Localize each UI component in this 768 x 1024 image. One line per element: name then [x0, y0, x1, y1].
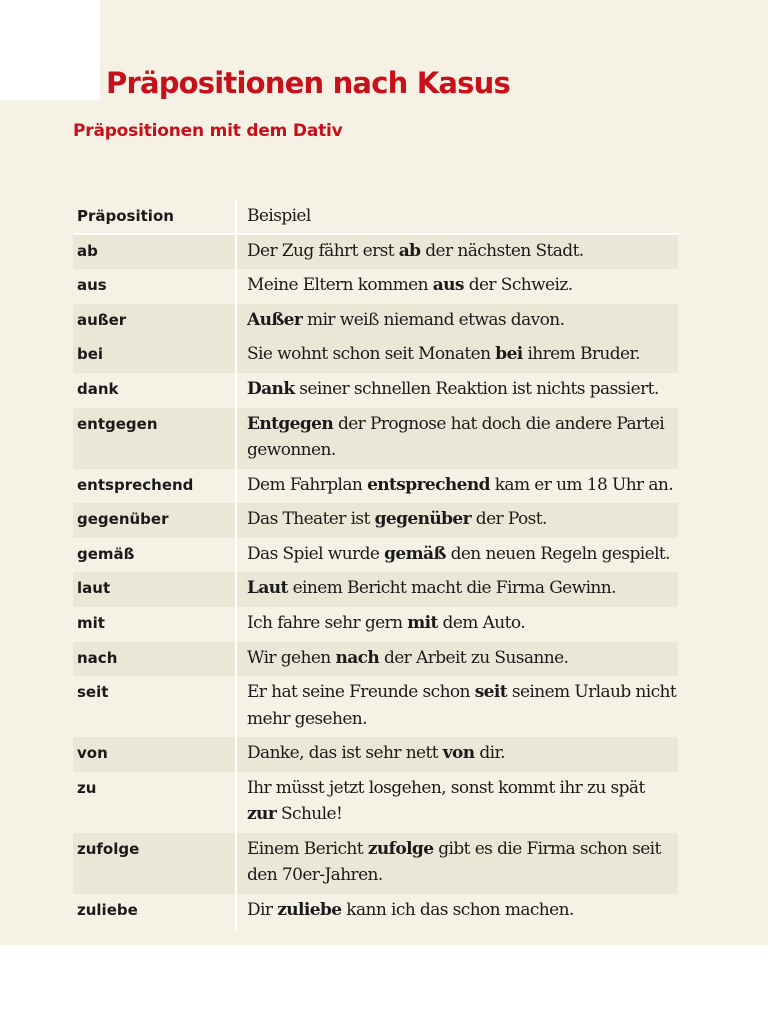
example-cell: [237, 679, 678, 732]
example-preposition-highlight: seit: [474, 682, 508, 703]
example-cell: [237, 836, 678, 889]
table-row: [73, 607, 678, 642]
preposition-cell: seit: [77, 683, 109, 702]
table-row: [73, 894, 678, 929]
example-text: dir.: [474, 743, 505, 764]
example-cell: [237, 376, 678, 403]
example-preposition-highlight: ab: [398, 240, 421, 261]
example-text: Dir: [247, 899, 278, 920]
table-row: [73, 772, 678, 833]
example-preposition-highlight: aus: [432, 275, 464, 296]
preposition-cell: entsprechend: [77, 475, 194, 494]
preposition-cell: dank: [77, 379, 119, 398]
example-preposition-highlight: Dank: [247, 378, 295, 399]
example-cell: [237, 238, 678, 265]
example-text: der Post.: [471, 509, 547, 530]
example-text: dem Auto.: [437, 612, 526, 633]
table-row: [73, 338, 678, 373]
table-row: [73, 572, 678, 607]
page-title: Präpositionen nach Kasus: [106, 66, 510, 100]
example-preposition-highlight: zur: [247, 804, 277, 825]
column-divider: [235, 200, 237, 930]
table-row: [73, 469, 678, 504]
example-cell: [237, 411, 678, 464]
header-example: Beispiel: [247, 206, 311, 226]
preposition-cell: nach: [77, 648, 118, 667]
preposition-cell: gegenüber: [77, 510, 169, 529]
example-text: der Arbeit zu Susanne.: [379, 647, 569, 668]
example-text: Er hat seine Freunde schon: [247, 682, 475, 703]
table-row: [73, 642, 678, 677]
example-text: Sie wohnt schon seit Monaten: [247, 344, 496, 365]
example-cell: [237, 897, 678, 924]
example-cell: [237, 575, 678, 602]
section-subtitle: Präpositionen mit dem Dativ: [73, 121, 343, 141]
example-text: seiner schnellen Reaktion ist nichts passiert.: [294, 378, 659, 399]
example-text: kann ich das schon machen.: [341, 899, 574, 920]
preposition-cell: entgegen: [77, 414, 158, 433]
example-preposition-highlight: gegenüber: [374, 509, 471, 530]
example-cell: [237, 272, 678, 299]
table-row: [73, 373, 678, 408]
preposition-cell: zuliebe: [77, 900, 138, 919]
example-preposition-highlight: nach: [335, 647, 380, 668]
example-cell: [237, 541, 678, 568]
example-text: Das Theater ist: [247, 509, 375, 530]
table-row: [73, 269, 678, 304]
example-preposition-highlight: gemäß: [384, 543, 446, 564]
example-cell: [237, 506, 678, 533]
table-row: [73, 676, 678, 737]
example-preposition-highlight: entsprechend: [367, 474, 490, 495]
table-row: [73, 538, 678, 573]
preposition-cell: zu: [77, 778, 97, 797]
example-text: einem Bericht macht die Firma Gewinn.: [287, 578, 616, 599]
example-cell: [237, 610, 678, 637]
example-text: kam er um 18 Uhr an.: [489, 474, 674, 495]
example-preposition-highlight: zufolge: [367, 838, 434, 859]
table-row: [73, 503, 678, 538]
example-text: seinem Urlaub nicht mehr gesehen.: [247, 682, 677, 729]
example-text: der nächsten Stadt.: [420, 240, 584, 261]
example-cell: [237, 775, 678, 828]
table-row: [73, 833, 678, 894]
example-cell: [237, 740, 678, 767]
example-preposition-highlight: mit: [407, 612, 438, 633]
preposition-cell: aus: [77, 276, 107, 295]
example-cell: [237, 307, 678, 334]
example-preposition-highlight: zuliebe: [277, 899, 342, 920]
preposition-cell: laut: [77, 579, 111, 598]
example-text: Danke, das ist sehr nett: [247, 743, 443, 764]
preposition-cell: von: [77, 744, 108, 763]
example-cell: [237, 645, 678, 672]
example-text: Dem Fahrplan: [247, 474, 368, 495]
example-text: Ich fahre sehr gern: [247, 612, 408, 633]
example-cell: [237, 472, 678, 499]
preposition-cell: ab: [77, 241, 98, 260]
example-text: der Schweiz.: [463, 275, 573, 296]
preposition-cell: bei: [77, 345, 104, 364]
example-preposition-highlight: Entgegen: [247, 413, 334, 434]
preposition-cell: außer: [77, 310, 127, 329]
example-cell: [237, 341, 678, 368]
example-preposition-highlight: Laut: [247, 578, 288, 599]
example-text: Der Zug fährt erst: [247, 240, 399, 261]
table-row: [73, 737, 678, 772]
example-text: gibt es die Firma schon seit den 70er-Jahren.: [247, 838, 661, 886]
example-preposition-highlight: bei: [495, 344, 523, 365]
table-header-row: [73, 200, 678, 235]
example-text: mir weiß niemand etwas davon.: [302, 309, 565, 330]
example-preposition-highlight: Außer: [247, 309, 303, 330]
example-text: der Prognose hat doch die andere Partei gewonnen.: [247, 413, 665, 461]
preposition-cell: mit: [77, 613, 105, 632]
table-body: [73, 235, 678, 929]
example-text: Wir gehen: [247, 647, 336, 668]
example-preposition-highlight: von: [442, 743, 475, 764]
preposition-cell: zufolge: [77, 839, 140, 858]
table-row: [73, 408, 678, 469]
table-row: [73, 304, 678, 339]
example-text: Schule!: [276, 804, 343, 825]
preposition-table: [73, 200, 678, 928]
table-row: [73, 235, 678, 270]
example-text: Das Spiel wurde: [247, 543, 385, 564]
preposition-cell: gemäß: [77, 544, 135, 563]
example-text: den neuen Regeln gespielt.: [445, 543, 670, 564]
example-text: Einem Bericht: [247, 838, 368, 859]
corner-block: [0, 0, 100, 100]
example-text: Meine Eltern kommen: [247, 275, 433, 296]
example-text: ihrem Bruder.: [522, 344, 640, 365]
example-text: Ihr müsst jetzt losgehen, sonst kommt ihr zu spät: [247, 777, 645, 798]
header-preposition: Präposition: [77, 207, 174, 225]
